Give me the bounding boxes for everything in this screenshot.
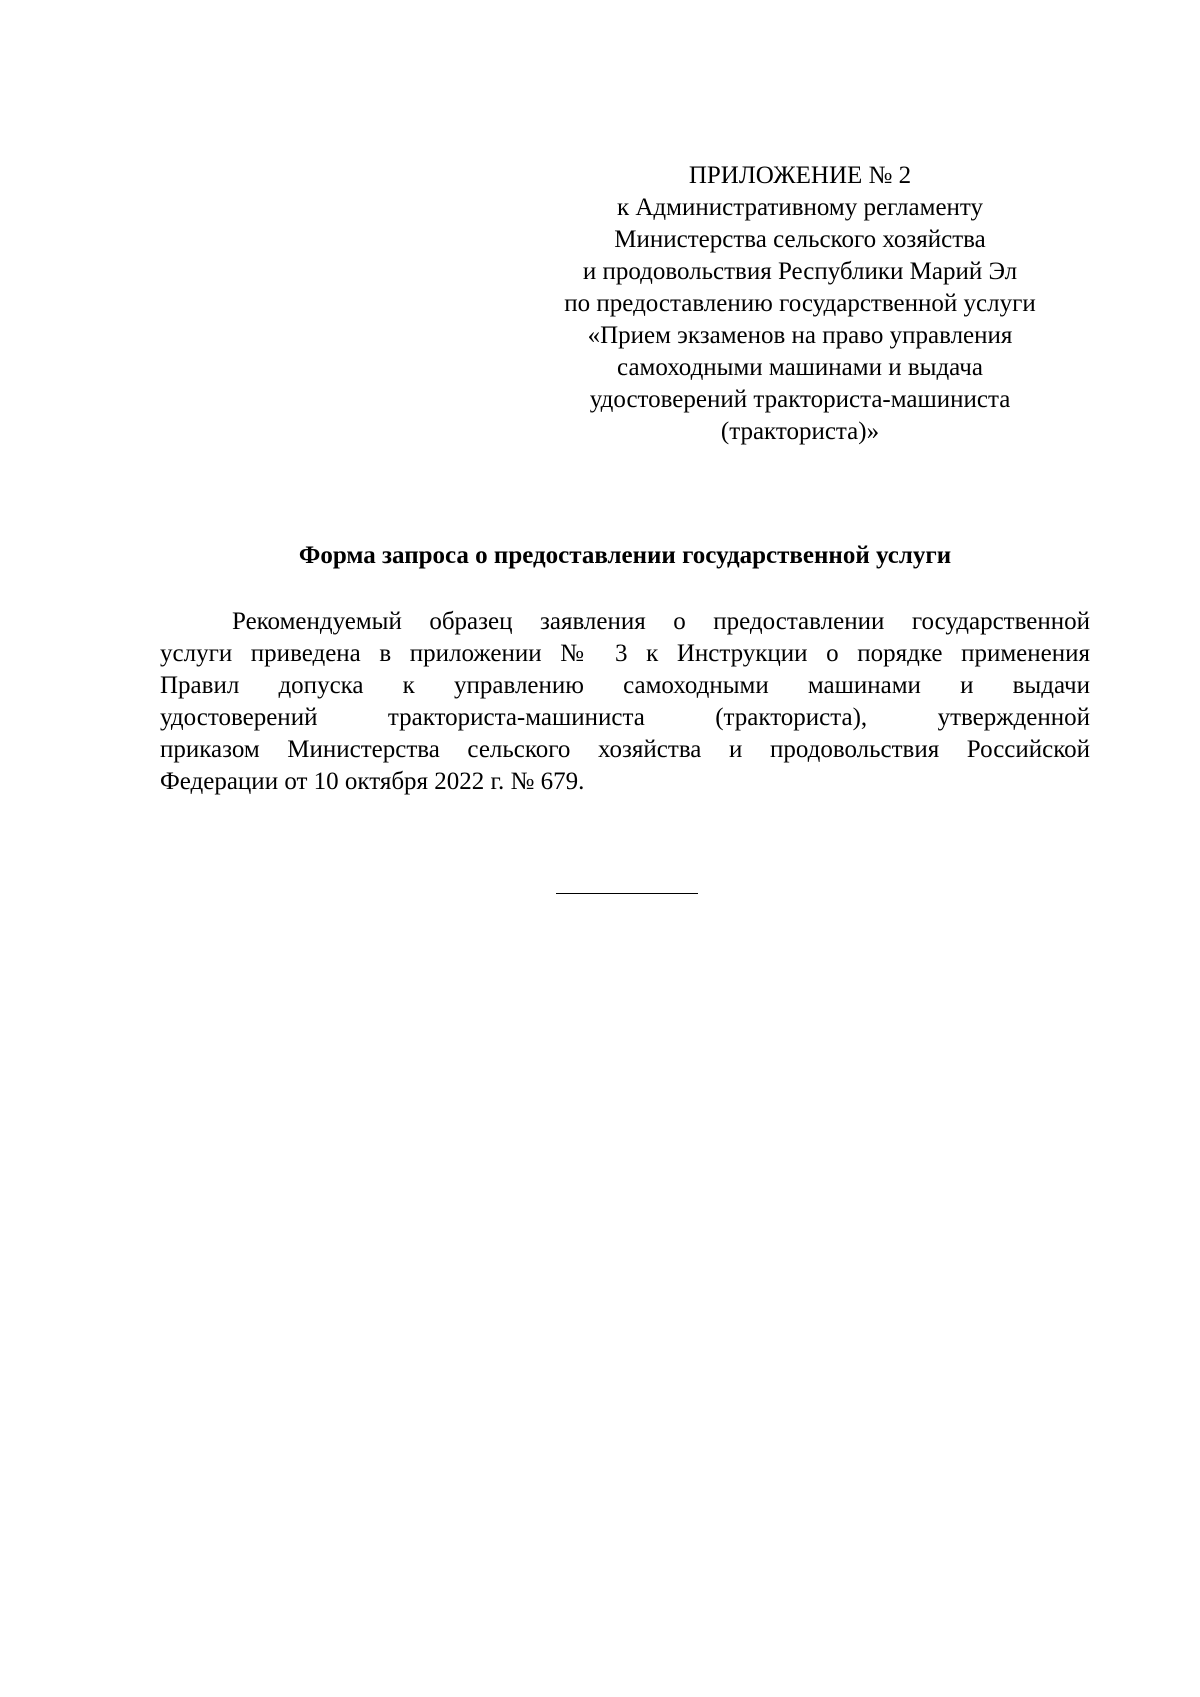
appendix-header (520, 160, 1080, 448)
appendix-header-line: (тракториста)» (720, 418, 880, 445)
appendix-header-line: по предоставлению государственной услуги (564, 290, 1036, 317)
paragraph-line: услуги приведена в приложении № 3 к Инструкции о порядке применения (160, 640, 1090, 667)
paragraph-line: Правил допуска к управлению самоходными машинами и выдачи (160, 672, 1090, 699)
appendix-header-line: Министерства сельского хозяйства (614, 226, 986, 253)
appendix-header-line: и продовольствия Республики Марий Эл (582, 258, 1018, 285)
paragraph-line: Рекомендуемый образец заявления о предоставлении государственной (232, 608, 1090, 635)
paragraph-line: удостоверений тракториста-машиниста (тракториста), утвержденной (160, 704, 1090, 731)
paragraph-line: Федерации от 10 октября 2022 г. № 679. (160, 768, 585, 795)
appendix-header-line: удостоверений тракториста-машиниста (589, 386, 1011, 413)
appendix-header-line: самоходными машинами и выдача (617, 354, 983, 381)
form-title: Форма запроса о предоставлении государственной услуги (298, 542, 952, 569)
appendix-header-line: «Прием экзаменов на право управления (587, 322, 1013, 349)
appendix-header-line: к Административному регламенту (616, 194, 984, 221)
appendix-title: ПРИЛОЖЕНИЕ № 2 (688, 162, 912, 189)
closing-divider (556, 893, 698, 894)
body-paragraph (160, 606, 1090, 798)
paragraph-line: приказом Министерства сельского хозяйства и продовольствия Российской (160, 736, 1090, 763)
